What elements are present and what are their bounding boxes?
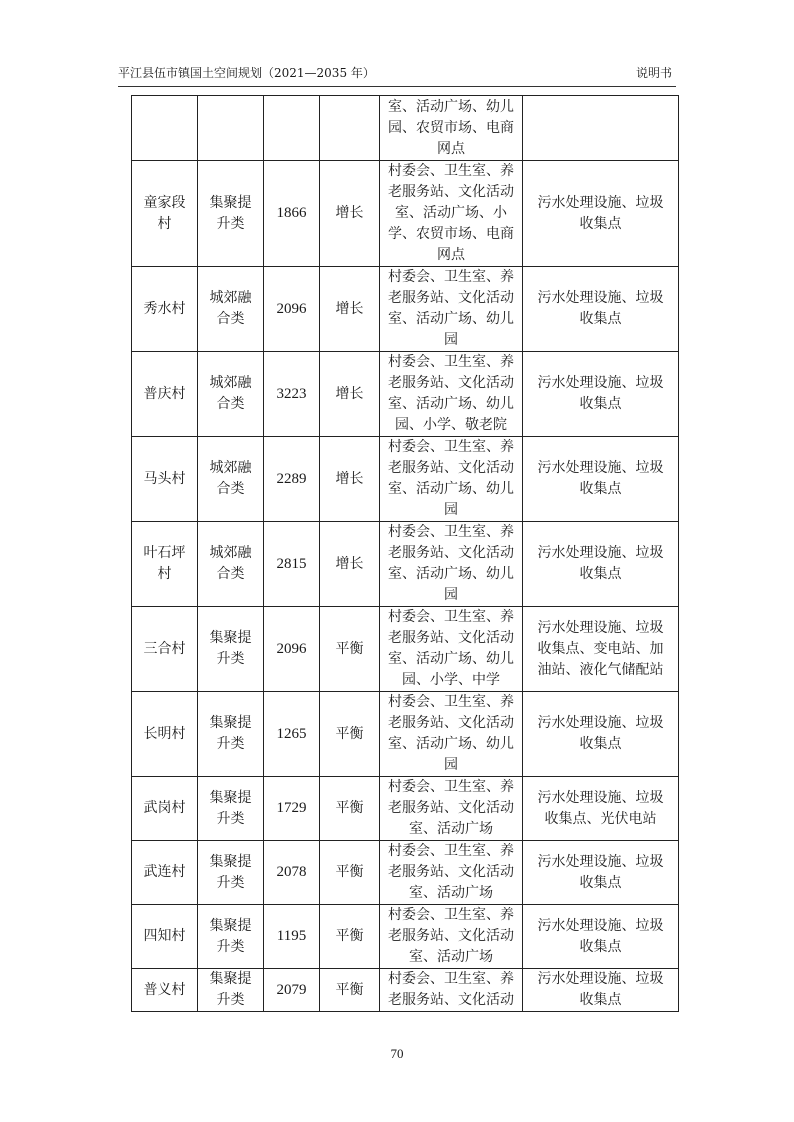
cell-line: 收集点	[579, 736, 622, 752]
document-title: 平江县伍市镇国土空间规划（2021—2035 年）	[118, 66, 375, 80]
cell-line: 集聚提	[209, 971, 252, 987]
cell-line: 城郊融	[209, 375, 252, 391]
cell-line: 村委会、卫生室、养	[388, 907, 514, 923]
cell-line: 收集点、变电站、加	[537, 640, 664, 657]
cell-line: 老服务站、文化活动	[388, 460, 514, 476]
cell-line: 武连村	[143, 864, 186, 880]
cell-line: 村委会、卫生室、养	[388, 779, 514, 795]
cell-village	[132, 267, 198, 352]
cell-line: 室、活动广场、幼儿	[388, 311, 514, 327]
cell-infrastructure	[523, 969, 679, 1012]
cell-line: 园、小学、敬老院	[395, 417, 507, 433]
cell-line: 升类	[216, 874, 245, 891]
cell-trend: 平衡	[320, 969, 380, 1012]
cell-line: 城郊融	[209, 545, 252, 561]
cell-line: 三合村	[143, 640, 186, 657]
cell-line: 园、小学、中学	[402, 672, 500, 688]
table-row	[132, 841, 679, 905]
cell-line: 集聚提	[209, 194, 252, 211]
cell-line: 马头村	[143, 470, 186, 487]
cell-population: 2815	[264, 522, 320, 607]
table-row	[132, 969, 679, 1012]
cell-infrastructure	[523, 692, 679, 777]
cell-line: 城郊融	[209, 290, 252, 306]
cell-line: 集聚提	[209, 715, 252, 731]
cell-line: 污水处理设施、垃圾	[537, 194, 664, 211]
cell-type	[198, 96, 264, 161]
cell-population: 1866	[264, 161, 320, 267]
cell-village	[132, 841, 198, 905]
table-row	[132, 267, 679, 352]
cell-trend	[320, 96, 380, 161]
cell-public-services	[380, 607, 523, 692]
cell-type	[198, 267, 264, 352]
cell-line: 四知村	[143, 928, 186, 944]
cell-line: 村委会、卫生室、养	[388, 694, 514, 710]
cell-type	[198, 161, 264, 267]
cell-line: 室、活动广场、幼儿	[388, 566, 514, 582]
cell-line: 合类	[216, 566, 245, 582]
cell-line: 老服务站、文化活动	[388, 375, 514, 391]
cell-population: 1729	[264, 777, 320, 841]
cell-line: 村委会、卫生室、养	[388, 971, 514, 987]
cell-line: 秀水村	[143, 300, 186, 317]
cell-line: 收集点	[579, 215, 622, 232]
cell-infrastructure	[523, 267, 679, 352]
cell-population: 2078	[264, 841, 320, 905]
cell-infrastructure	[523, 777, 679, 841]
cell-line: 室、活动广场、幼儿	[388, 481, 514, 497]
cell-line: 老服务站、文化活动	[388, 715, 514, 731]
cell-trend: 增长	[320, 437, 380, 522]
cell-infrastructure	[523, 905, 679, 969]
table-row	[132, 437, 679, 522]
cell-public-services	[380, 437, 523, 522]
cell-line: 合类	[216, 396, 245, 412]
cell-line: 室、活动广场	[409, 885, 493, 901]
cell-line: 老服务站、文化活动	[388, 864, 514, 880]
cell-village	[132, 692, 198, 777]
cell-line: 集聚提	[209, 917, 252, 934]
cell-line: 村委会、卫生室、养	[388, 843, 514, 859]
cell-line: 污水处理设施、垃圾	[537, 545, 664, 561]
cell-trend: 平衡	[320, 607, 380, 692]
cell-village	[132, 905, 198, 969]
cell-trend: 平衡	[320, 777, 380, 841]
cell-line: 老服务站、文化活动	[388, 928, 514, 944]
cell-line: 集聚提	[209, 789, 252, 806]
cell-line: 收集点	[579, 992, 622, 1008]
table-row	[132, 352, 679, 437]
cell-line: 升类	[216, 810, 245, 827]
cell-trend: 增长	[320, 161, 380, 267]
cell-public-services	[380, 267, 523, 352]
cell-public-services	[380, 777, 523, 841]
cell-line: 学、农贸市场、电商	[388, 226, 514, 242]
cell-trend: 平衡	[320, 905, 380, 969]
cell-line: 村	[157, 215, 172, 232]
cell-line: 污水处理设施、垃圾	[537, 715, 664, 731]
cell-line: 叶石坪	[143, 545, 186, 561]
cell-infrastructure	[523, 607, 679, 692]
cell-population: 1265	[264, 692, 320, 777]
page-number: 70	[390, 1046, 404, 1061]
cell-trend: 增长	[320, 267, 380, 352]
cell-population: 1195	[264, 905, 320, 969]
cell-population	[264, 96, 320, 161]
cell-line: 升类	[216, 992, 245, 1008]
cell-line: 污水处理设施、垃圾	[537, 853, 664, 870]
cell-infrastructure	[523, 96, 679, 161]
cell-line: 村	[157, 566, 172, 582]
table-row	[132, 777, 679, 841]
cell-type	[198, 969, 264, 1012]
cell-line: 普义村	[143, 981, 186, 998]
cell-line: 升类	[216, 215, 245, 232]
cell-line: 合类	[216, 311, 245, 327]
cell-type	[198, 692, 264, 777]
cell-line: 室、活动广场	[409, 821, 493, 837]
cell-line: 室、活动广场、幼儿	[388, 396, 514, 412]
cell-public-services	[380, 905, 523, 969]
cell-line: 童家段	[143, 194, 186, 211]
cell-line: 网点	[437, 247, 465, 263]
cell-line: 普庆村	[143, 385, 186, 402]
cell-line: 收集点	[579, 938, 622, 955]
cell-line: 升类	[216, 938, 245, 955]
cell-line: 网点	[437, 140, 465, 157]
table-row	[132, 905, 679, 969]
cell-line: 村委会、卫生室、养	[388, 524, 514, 540]
cell-line: 污水处理设施、垃圾	[537, 290, 664, 306]
cell-line: 老服务站、文化活动	[388, 290, 514, 306]
cell-village	[132, 437, 198, 522]
cell-village	[132, 777, 198, 841]
document-type: 说明书	[635, 66, 672, 80]
cell-village	[132, 969, 198, 1012]
cell-population: 3223	[264, 352, 320, 437]
cell-trend: 平衡	[320, 841, 380, 905]
cell-line: 收集点	[579, 396, 622, 412]
cell-type	[198, 607, 264, 692]
cell-public-services	[380, 969, 523, 1012]
cell-public-services	[380, 352, 523, 437]
cell-village	[132, 522, 198, 607]
table-row	[132, 96, 679, 161]
cell-line: 油站、液化气储配站	[537, 661, 664, 678]
cell-line: 园	[444, 587, 458, 603]
cell-line: 收集点	[579, 874, 622, 891]
cell-line: 收集点	[579, 311, 622, 327]
cell-line: 老服务站、文化活动	[388, 545, 514, 561]
cell-infrastructure	[523, 522, 679, 607]
cell-line: 升类	[216, 651, 245, 667]
cell-line: 园	[444, 502, 458, 518]
cell-population: 2096	[264, 607, 320, 692]
cell-line: 城郊融	[209, 460, 252, 476]
cell-infrastructure	[523, 437, 679, 522]
cell-line: 室、活动广场、幼儿	[388, 736, 514, 752]
cell-public-services	[380, 96, 523, 161]
cell-line: 污水处理设施、垃圾	[537, 917, 664, 934]
table-body	[132, 96, 679, 1012]
cell-line: 室、活动广场	[409, 949, 493, 965]
cell-infrastructure	[523, 352, 679, 437]
table-row	[132, 692, 679, 777]
cell-type	[198, 437, 264, 522]
cell-type	[198, 841, 264, 905]
cell-line: 园、农贸市场、电商	[388, 119, 514, 136]
cell-village	[132, 96, 198, 161]
cell-type	[198, 777, 264, 841]
cell-line: 污水处理设施、垃圾	[537, 971, 664, 987]
cell-line: 村委会、卫生室、养	[388, 609, 514, 625]
cell-line: 升类	[216, 736, 245, 752]
cell-line: 室、活动广场、小	[395, 205, 507, 221]
table-row	[132, 522, 679, 607]
cell-trend: 增长	[320, 522, 380, 607]
cell-line: 武岗村	[143, 800, 186, 816]
cell-line: 园	[444, 757, 458, 773]
cell-trend: 增长	[320, 352, 380, 437]
cell-line: 合类	[216, 481, 245, 497]
cell-public-services	[380, 841, 523, 905]
cell-infrastructure	[523, 841, 679, 905]
cell-population: 2079	[264, 969, 320, 1012]
table-row	[132, 607, 679, 692]
cell-public-services	[380, 522, 523, 607]
cell-type	[198, 352, 264, 437]
cell-line: 园	[444, 332, 458, 348]
cell-public-services	[380, 161, 523, 267]
page-header	[118, 64, 676, 87]
cell-type	[198, 522, 264, 607]
cell-line: 污水处理设施、垃圾	[537, 789, 664, 806]
cell-line: 村委会、卫生室、养	[388, 269, 514, 285]
cell-population: 2289	[264, 437, 320, 522]
cell-village	[132, 352, 198, 437]
cell-type	[198, 905, 264, 969]
cell-population: 2096	[264, 267, 320, 352]
cell-line: 长明村	[143, 725, 186, 742]
cell-line: 集聚提	[209, 630, 252, 646]
cell-line: 老服务站、文化活动	[388, 800, 514, 816]
cell-line: 污水处理设施、垃圾	[537, 619, 664, 636]
cell-public-services	[380, 692, 523, 777]
cell-line: 室、活动广场、幼儿	[388, 651, 514, 667]
table-row	[132, 161, 679, 267]
cell-line: 老服务站、文化活动	[388, 184, 514, 200]
village-planning-table	[131, 95, 679, 1012]
cell-line: 收集点	[579, 481, 622, 497]
cell-line: 室、活动广场、幼儿	[388, 98, 514, 115]
cell-line: 集聚提	[209, 853, 252, 870]
cell-infrastructure	[523, 161, 679, 267]
cell-village	[132, 607, 198, 692]
cell-line: 村委会、卫生室、养	[388, 354, 514, 370]
cell-line: 村委会、卫生室、养	[388, 439, 514, 455]
cell-line: 污水处理设施、垃圾	[537, 375, 664, 391]
cell-line: 收集点	[579, 566, 622, 582]
cell-line: 村委会、卫生室、养	[388, 163, 514, 179]
cell-line: 污水处理设施、垃圾	[537, 460, 664, 476]
cell-trend: 平衡	[320, 692, 380, 777]
cell-line: 收集点、光伏电站	[544, 810, 657, 827]
cell-line: 老服务站、文化活动	[388, 630, 514, 646]
cell-village	[132, 161, 198, 267]
cell-line: 老服务站、文化活动	[388, 992, 514, 1008]
